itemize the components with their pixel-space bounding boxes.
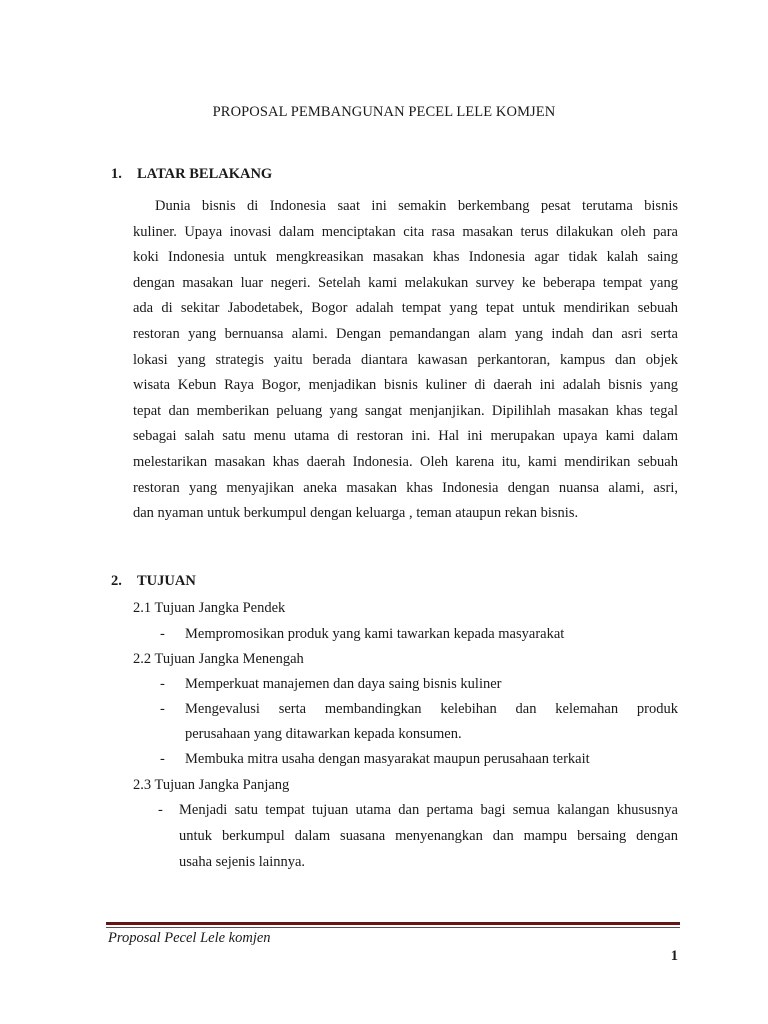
- section-1-title: LATAR BELAKANG: [137, 166, 273, 182]
- section-2-title: TUJUAN: [137, 573, 196, 589]
- paragraph-line: kuliner. Upaya inovasi dalam menciptakan cita rasa masakan terus dilakukan oleh para: [133, 223, 678, 240]
- list-item: Menjadi satu tempat tujuan utama dan pertama bagi semua kalangan khususnya: [179, 802, 678, 818]
- dash-bullet: -: [158, 802, 163, 818]
- subsection-2-1-label: 2.1 Tujuan Jangka Pendek: [133, 600, 286, 616]
- list-item: Mengevalusi serta membandingkan kelebihan dan kelemahan produk: [185, 701, 678, 717]
- document-title: PROPOSAL PEMBANGUNAN PECEL LELE KOMJEN: [212, 104, 556, 120]
- paragraph-line: lokasi yang strategis yaitu berada diantara kawasan perkantoran, kampus dan objek: [133, 351, 678, 368]
- list-item: Mempromosikan produk yang kami tawarkan kepada masyarakat: [185, 626, 565, 642]
- paragraph-line: dengan masakan luar negeri. Setelah kami melakukan survey ke beberapa tempat yang: [133, 274, 678, 291]
- paragraph-line: wisata Kebun Raya Bogor, menjadikan bisnis kuliner di daerah ini adalah bisnis yang: [133, 377, 678, 394]
- section-1-number: 1.: [111, 166, 122, 182]
- section-2-heading: [111, 573, 196, 590]
- footer-rule-thin: [106, 927, 680, 928]
- list-item-continuation: perusahaan yang ditawarkan kepada konsumen.: [185, 726, 462, 742]
- list-item-continuation: usaha sejenis lainnya.: [179, 854, 306, 870]
- subsection-2-2-label: 2.2 Tujuan Jangka Menengah: [133, 651, 304, 667]
- section-2-number: 2.: [111, 573, 122, 589]
- list-item: Membuka mitra usaha dengan masyarakat maupun perusahaan terkait: [185, 751, 590, 767]
- dash-bullet: -: [160, 701, 165, 717]
- paragraph-line: restoran yang bernuansa alami. Dengan pemandangan alam yang indah dan asri serta: [133, 325, 678, 342]
- paragraph-line: tepat dan memberikan peluang yang sangat menjanjikan. Dipilihlah masakan khas tegal: [133, 402, 678, 419]
- list-item-continuation: untuk berkumpul dalam suasana menyenangkan dan mampu bersaing dengan: [179, 828, 678, 844]
- paragraph-line: melestarikan masakan khas daerah Indonesia. Oleh karena itu, kami mendirikan sebuah: [133, 453, 678, 470]
- paragraph-line: sebagai salah satu menu utama di restoran ini. Hal ini merupakan upaya kami dalam: [133, 428, 678, 445]
- paragraph-line: koki Indonesia untuk mengkreasikan masakan khas Indonesia agar tidak kalah saing: [133, 249, 678, 266]
- footer-rule: [106, 922, 680, 925]
- paragraph-line: restoran yang menyajikan aneka masakan khas Indonesia dengan nuansa alami, asri,: [133, 479, 678, 496]
- dash-bullet: -: [160, 751, 165, 767]
- section-1-heading: [111, 166, 272, 183]
- list-item: Memperkuat manajemen dan daya saing bisnis kuliner: [185, 676, 502, 692]
- paragraph-line: Dunia bisnis di Indonesia saat ini semakin berkembang pesat terutama bisnis: [155, 198, 678, 214]
- subsection-2-3-label: 2.3 Tujuan Jangka Panjang: [133, 777, 290, 793]
- dash-bullet: -: [160, 626, 165, 642]
- paragraph-line: dan nyaman untuk berkumpul dengan keluarga , teman ataupun rekan bisnis.: [133, 505, 579, 522]
- paragraph-line: ada di sekitar Jabodetabek, Bogor adalah tempat yang tepat untuk mendirikan sebuah: [133, 300, 678, 317]
- section-1-paragraph: [133, 194, 678, 527]
- dash-bullet: -: [160, 676, 165, 692]
- page-number: 1: [670, 948, 678, 964]
- footer-text: Proposal Pecel Lele komjen: [108, 930, 271, 946]
